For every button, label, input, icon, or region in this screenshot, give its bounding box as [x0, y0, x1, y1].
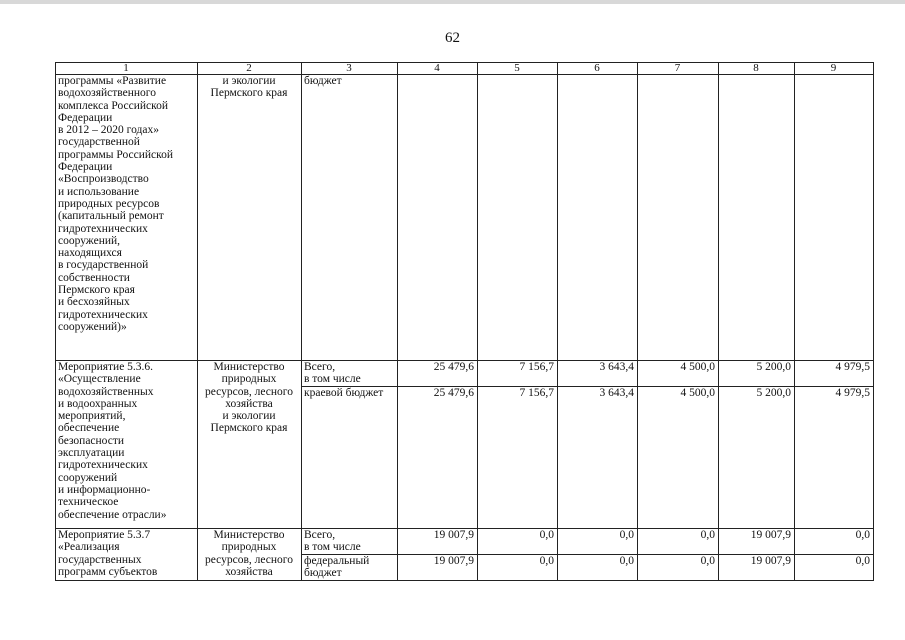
- funding-source-cell: [302, 555, 398, 581]
- value-cell: 19 007,9: [719, 529, 795, 555]
- value-cell: [478, 75, 558, 361]
- value-cell: 5 200,0: [719, 387, 795, 529]
- activity-name-cell: [56, 361, 198, 529]
- executor-cell: [198, 529, 302, 581]
- value-cell: 19 007,9: [398, 555, 478, 581]
- executor-cell: [198, 75, 302, 361]
- activity-name-cell: [56, 529, 198, 581]
- value-cell: 3 643,4: [558, 387, 638, 529]
- header-cell: 1: [56, 63, 198, 75]
- header-cell: 2: [198, 63, 302, 75]
- value-cell: 7 156,7: [478, 387, 558, 529]
- value-cell: [398, 75, 478, 361]
- table-row: [56, 361, 874, 387]
- value-cell: 0,0: [478, 529, 558, 555]
- funding-source-cell: [302, 529, 398, 555]
- value-cell: 0,0: [795, 529, 874, 555]
- table-row: [56, 529, 874, 555]
- executor-cell: [198, 361, 302, 529]
- value-cell: 0,0: [638, 555, 719, 581]
- value-cell: 19 007,9: [398, 529, 478, 555]
- value-cell: 4 979,5: [795, 387, 874, 529]
- value-cell: 25 479,6: [398, 387, 478, 529]
- activity-name-cell: [56, 75, 198, 361]
- activity-name: Мероприятие 5.3.6. «Осуществление водохозяйственных и водоохранных мероприятий, обеспечение безопасности эксплуатации гидротехнических сооружений и информационно- техническое обеспечение отрасли»: [58, 361, 167, 521]
- executor: Министерство природных ресурсов, лесного хозяйства: [205, 529, 293, 578]
- header-cell: 9: [795, 63, 874, 75]
- value-cell: [638, 75, 719, 361]
- value-cell: 0,0: [558, 555, 638, 581]
- value-cell: [795, 75, 874, 361]
- funding-source: бюджет: [304, 75, 342, 87]
- value-cell: 0,0: [638, 529, 719, 555]
- header-cell: 6: [558, 63, 638, 75]
- value-cell: [719, 75, 795, 361]
- value-cell: 0,0: [478, 555, 558, 581]
- executor: Министерство природных ресурсов, лесного хозяйства и экологии Пермского края: [205, 361, 293, 435]
- value-cell: 25 479,6: [398, 361, 478, 387]
- executor: и экологии Пермского края: [210, 75, 288, 100]
- funding-source: краевой бюджет: [304, 387, 384, 399]
- scan-edge: [0, 0, 905, 4]
- header-cell: 5: [478, 63, 558, 75]
- funding-source: федеральный бюджет: [304, 555, 370, 580]
- activity-name: Мероприятие 5.3.7 «Реализация государственных программ субъектов: [58, 529, 158, 578]
- value-cell: 4 500,0: [638, 361, 719, 387]
- funding-source-cell: [302, 75, 398, 361]
- value-cell: 0,0: [558, 529, 638, 555]
- budget-table: [55, 62, 874, 581]
- table-row: [56, 75, 874, 361]
- value-cell: [558, 75, 638, 361]
- funding-source: Всего, в том числе: [304, 361, 361, 386]
- value-cell: 0,0: [795, 555, 874, 581]
- header-row: [56, 63, 874, 75]
- funding-source-cell: [302, 387, 398, 529]
- value-cell: 4 500,0: [638, 387, 719, 529]
- header-cell: 7: [638, 63, 719, 75]
- funding-source: Всего, в том числе: [304, 529, 361, 554]
- value-cell: 4 979,5: [795, 361, 874, 387]
- header-cell: 3: [302, 63, 398, 75]
- funding-source-cell: [302, 361, 398, 387]
- header-cell: 4: [398, 63, 478, 75]
- value-cell: 3 643,4: [558, 361, 638, 387]
- activity-name: программы «Развитие водохозяйственного комплекса Российской Федерации в 2012 – 2020 годах» государственной программы Российской Федерации «Воспроизводство и использование природных ресурсов (капитальный ремонт гидротехнических сооружений, находящихся в государственной собственности Пермского края и бесхозяйных гидротехнических сооружений)»: [58, 75, 174, 333]
- value-cell: 5 200,0: [719, 361, 795, 387]
- page-number: 62: [445, 30, 460, 46]
- header-cell: 8: [719, 63, 795, 75]
- value-cell: 7 156,7: [478, 361, 558, 387]
- value-cell: 19 007,9: [719, 555, 795, 581]
